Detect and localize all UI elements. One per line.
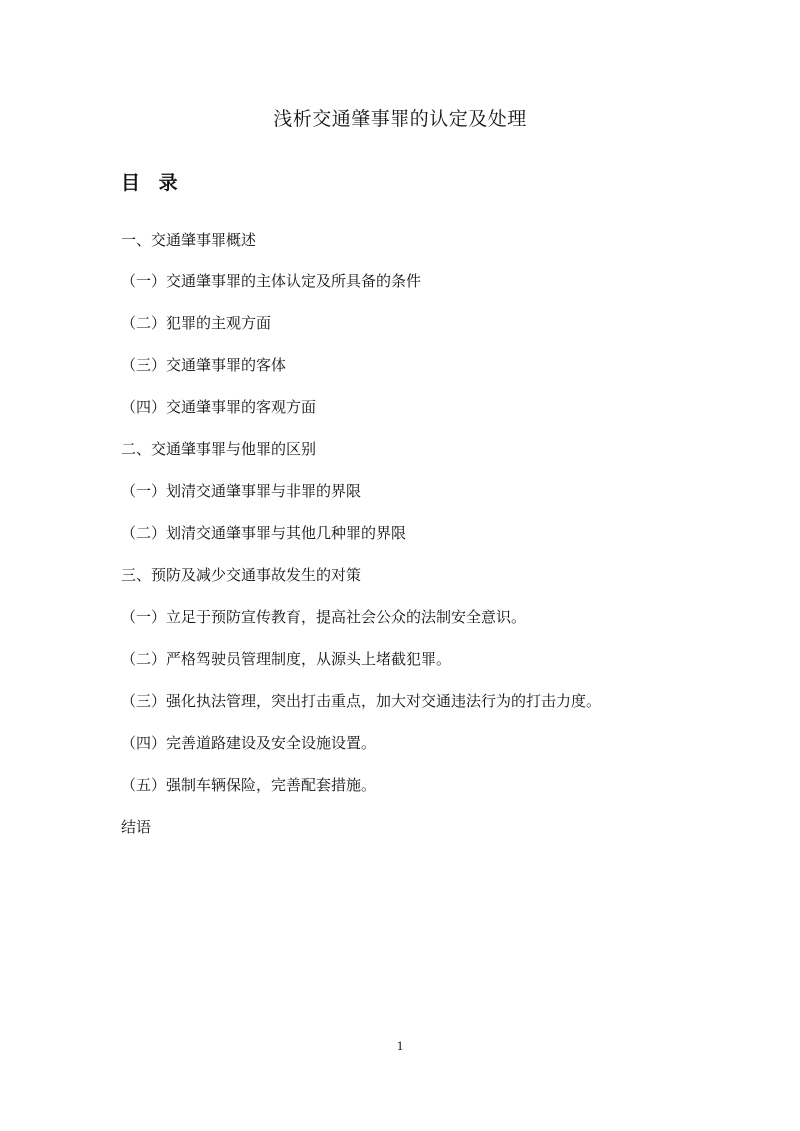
toc-item: 一、交通肇事罪概述 <box>121 231 257 249</box>
toc-item: （二）严格驾驶员管理制度，从源头上堵截犯罪。 <box>121 650 452 668</box>
toc-item: （二）犯罪的主观方面 <box>121 314 272 332</box>
page-number: 1 <box>396 1038 404 1053</box>
toc-item: （一）交通肇事罪的主体认定及所具备的条件 <box>121 272 422 290</box>
document-title: 浅析交通肇事罪的认定及处理 <box>273 108 527 130</box>
toc-item: （四）交通肇事罪的客观方面 <box>121 398 317 416</box>
toc-item: （二）划清交通肇事罪与其他几种罪的界限 <box>121 524 407 542</box>
toc-item: （三）强化执法管理，突出打击重点，加大对交通违法行为的打击力度。 <box>121 692 602 710</box>
toc-item: （三）交通肇事罪的客体 <box>121 356 287 374</box>
toc-item: （五）强制车辆保险，完善配套措施。 <box>121 776 377 794</box>
toc-item: 结语 <box>121 818 152 836</box>
toc-heading: 目 录 <box>121 172 184 194</box>
toc-item: （四）完善道路建设及安全设施设置。 <box>121 734 377 752</box>
toc-item: （一）立足于预防宣传教育，提高社会公众的法制安全意识。 <box>121 608 527 626</box>
toc-item: 三、预防及减少交通事故发生的对策 <box>121 566 362 584</box>
toc-item: （一）划清交通肇事罪与非罪的界限 <box>121 482 362 500</box>
toc-item: 二、交通肇事罪与他罪的区别 <box>121 440 317 458</box>
